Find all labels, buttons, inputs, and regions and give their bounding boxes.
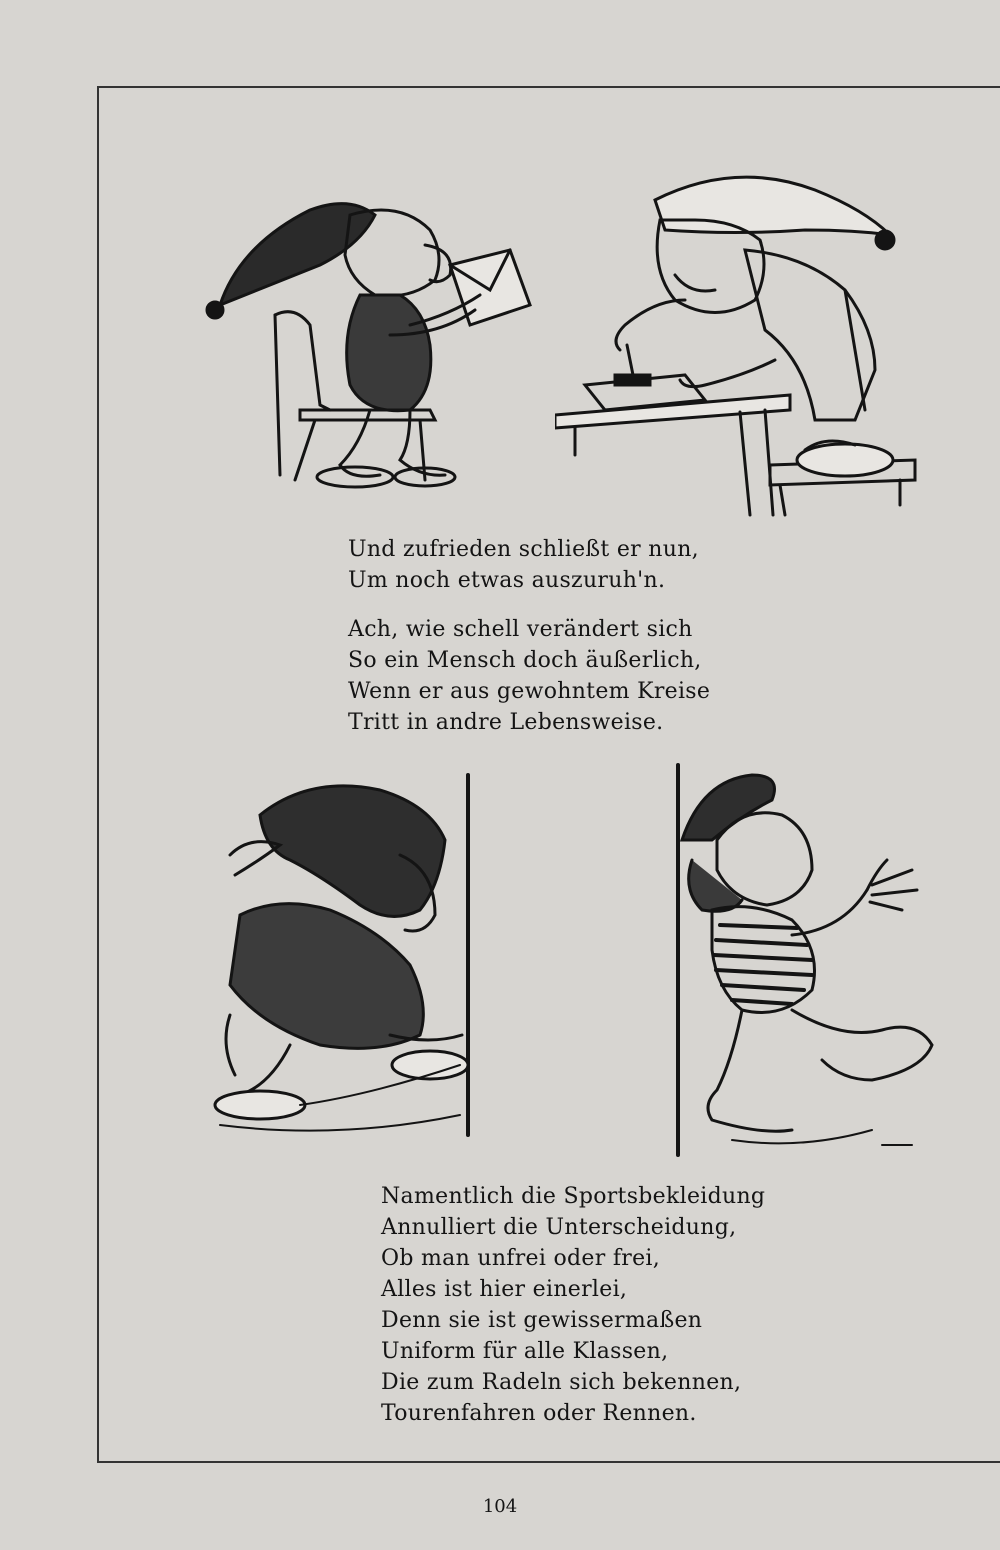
poem-stanza-3	[381, 1181, 765, 1429]
poem-line: Uniform für alle Klassen,	[381, 1339, 669, 1364]
illustration-gnome-stamping-at-table	[555, 160, 920, 520]
poem-line: Die zum Radeln sich bekennen,	[381, 1370, 742, 1395]
illustration-gnome-sportswear	[672, 760, 942, 1160]
poem-line: Tourenfahren oder Rennen.	[381, 1401, 697, 1426]
poem-line: Und zufrieden schließt er nun,	[348, 537, 699, 562]
poem-line: Namentlich die Sportsbekleidung	[381, 1184, 766, 1209]
page-number: 104	[482, 1496, 518, 1517]
illustration-gnome-licking-envelope	[200, 185, 545, 495]
poem-line: Annulliert die Unterscheidung,	[381, 1215, 737, 1240]
poem-line: Wenn er aus gewohntem Kreise	[348, 679, 711, 704]
poem-line: Tritt in andre Lebensweise.	[348, 710, 664, 735]
poem-line: Denn sie ist gewissermaßen	[381, 1308, 703, 1333]
poem-line: Ob man unfrei oder frei,	[381, 1246, 661, 1271]
illustration-gnome-exiting-door	[200, 765, 480, 1145]
poem-line: Alles ist hier einerlei,	[381, 1277, 628, 1302]
poem-stanza-2	[348, 614, 710, 738]
poem-line: So ein Mensch doch äußerlich,	[348, 648, 702, 673]
poem-line: Um noch etwas auszuruh'n.	[348, 568, 666, 593]
poem-stanza-1	[348, 534, 699, 596]
poem-line: Ach, wie schell verändert sich	[348, 617, 693, 642]
